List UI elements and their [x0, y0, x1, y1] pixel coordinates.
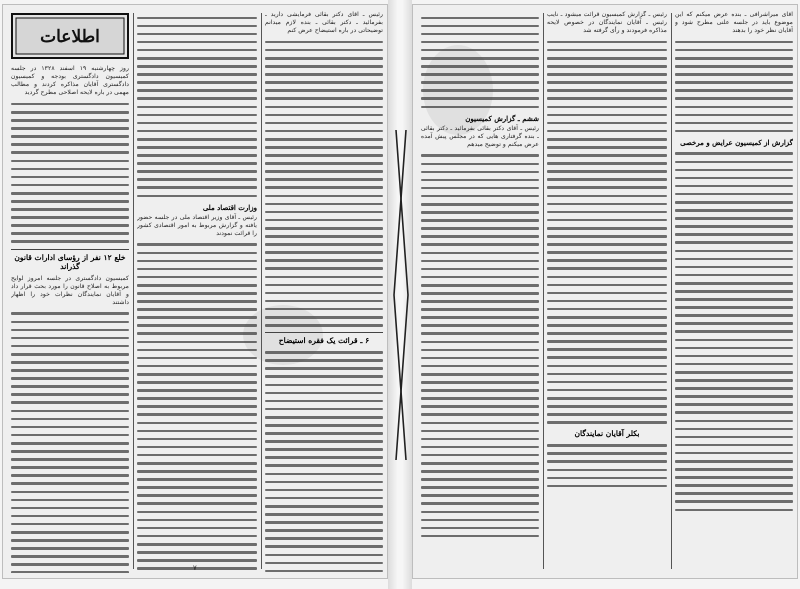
article-text: رئیس ـ آقای وزیر اقتصاد ملی در جلسه حضور یافته و گزارش مربوط به امور اقتصادی کشور را قرائت نمودند	[137, 213, 257, 237]
column-divider	[543, 13, 544, 569]
page-number: ۷	[193, 564, 197, 572]
article-text: کمیسیون دادگستری در جلسه امروز لوایح مربوط به اصلاح قانون را مورد بحث قرار داد و آقایان نمایندگان نظرات خود را اظهار داشتند	[11, 274, 129, 306]
left-page-column-3	[265, 11, 383, 573]
right-page-column-2	[547, 11, 667, 573]
fold-arrow-right	[394, 130, 410, 460]
article-text: آقای میراشرافی ـ بنده عرض میکنم که این موضوع باید در جلسه علنی مطرح شود و آقایان نظر خود را بدهند	[675, 11, 793, 35]
article-text: رئیس ـ آقای دکتر بقائی فرمایشی دارید ـ بفرمائید ـ دکتر بقائی ـ بنده لازم میدانم توضیحاتی در باره استیضاح عرض کنم	[265, 11, 383, 35]
section-headline: بکلر آقایان نمایندگان	[574, 429, 640, 439]
masthead-title: اطلاعات	[40, 27, 100, 47]
masthead-logo	[15, 17, 125, 55]
section-subheading: گزارش از کمیسیون عرایض و مرخصی	[680, 137, 793, 147]
column-divider	[261, 13, 262, 569]
newspaper-masthead	[11, 13, 129, 59]
left-page	[2, 4, 388, 579]
article-text: رئیس ـ آقای دکتر بقائی بفرمائید ـ دکتر بقائی ـ بنده گرفتاری هایی که در مجلس پیش آمده عرض میکنم و توضیح میدهم	[421, 124, 539, 148]
section-headline: وزارت اقتصاد ملی	[202, 202, 257, 212]
right-page	[412, 4, 798, 579]
column-divider	[671, 13, 672, 569]
column-divider	[133, 13, 134, 569]
article-text: رئیس ـ گزارش کمیسیون قرائت میشود ـ نایب رئیس ـ آقایان نمایندگان در خصوص لایحه مذاکره فرمودند و رأی گرفته شد	[547, 11, 667, 35]
left-page-column-1	[11, 65, 129, 573]
right-page-column-3	[675, 11, 793, 573]
section-headline: خلع ۱۲ نفر از رؤسای ادارات قانون گذراند	[14, 252, 126, 272]
article-text: روز چهارشنبه ۱۹ اسفند ۱۳۲۸ در جلسه کمیسیون دادگستری بودجه و کمیسیون دادگستری آقایان مذاکره کردند و مطالب مهمی در باره لایحه اصلاحی مطرح گردید	[11, 65, 129, 97]
left-page-column-2	[137, 11, 257, 573]
right-page-column-1	[421, 11, 539, 573]
section-headline: ۶ ـ قرائت یک فقره استیضاح	[278, 336, 370, 346]
section-subheading: ششم ـ گزارش کمیسیون	[465, 113, 539, 123]
